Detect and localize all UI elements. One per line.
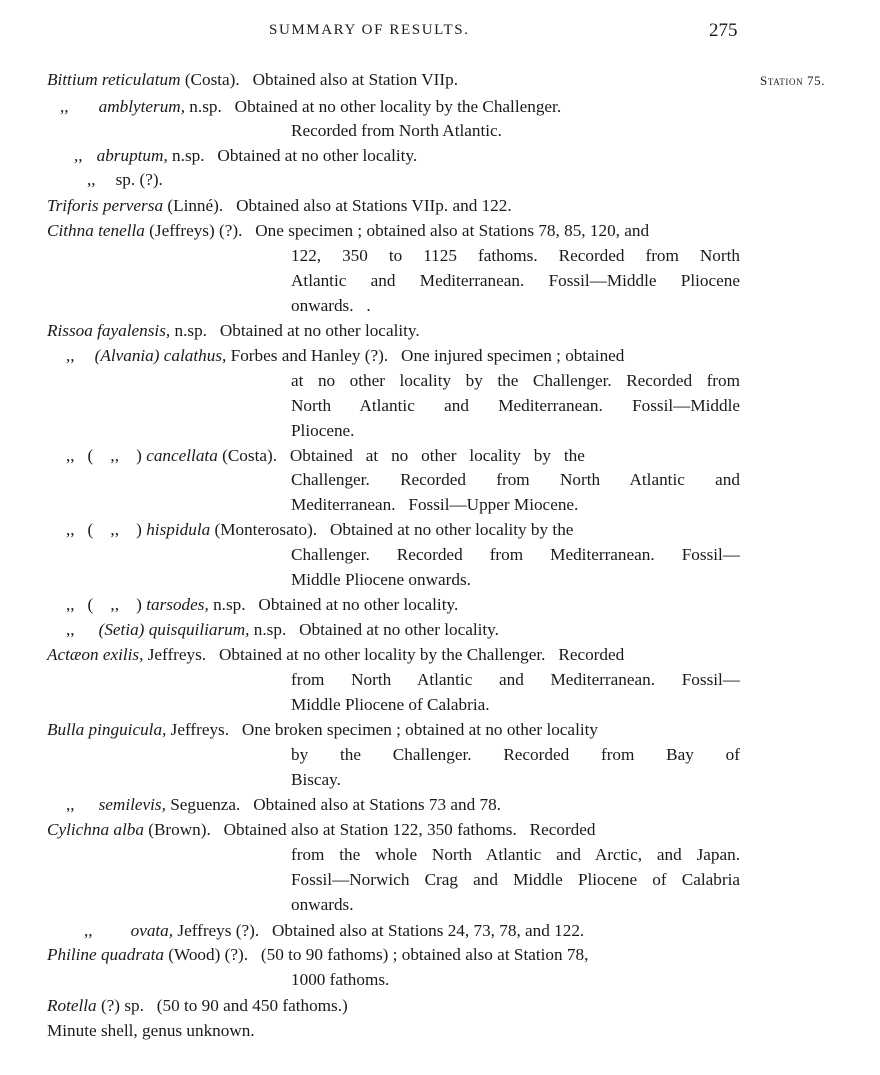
entry-continuation: at no other locality by the Challenger. Recorded from xyxy=(291,371,740,390)
entry-continuation: Challenger. Recorded from North Atlantic and xyxy=(291,470,740,489)
entry-text: (Jeffreys) (?). One specimen ; obtained also at Stations 78, 85, 120, and xyxy=(144,221,650,240)
ditto-mark: ,, ( ,, ) xyxy=(66,520,142,539)
species-name: Bittium reticulatum xyxy=(47,70,181,89)
entry-text: (Costa). Obtained also at Station VIIp. xyxy=(180,70,459,89)
entry-rissoa-fayalensis xyxy=(47,321,420,341)
entry-continuation: from North Atlantic and Mediterranean. Fossil— xyxy=(291,670,740,689)
species-name: Triforis perversa xyxy=(47,196,164,215)
entry-text: Jeffreys. Obtained at no other locality by the Challenger. Recorded xyxy=(143,645,625,664)
species-name: Cylichna alba xyxy=(47,820,144,839)
species-name: (Setia) quisquiliarum, xyxy=(98,620,250,639)
entry-continuation: Fossil—Norwich Crag and Middle Pliocene of Calabria xyxy=(291,870,740,889)
entry-text: n.sp. Obtained at no other locality. xyxy=(249,620,499,639)
entry-continuation: Pliocene. xyxy=(291,421,355,440)
species-name: Cithna tenella xyxy=(47,221,145,240)
entry-actaeon-exilis xyxy=(47,645,624,665)
ditto-mark: ,, xyxy=(60,97,69,116)
entry-continuation: onwards. xyxy=(291,895,354,914)
species-name: Bulla pinguicula, xyxy=(47,720,167,739)
entry-bulla-pinguicula xyxy=(47,720,598,740)
entry-text: Forbes and Hanley (?). One injured specimen ; obtained xyxy=(226,346,625,365)
entry-text: (Costa). Obtained at no other locality by the xyxy=(217,446,585,465)
running-head-title: SUMMARY OF RESULTS. xyxy=(269,22,470,38)
station-margin-note: Station 75. xyxy=(760,73,826,88)
species-name: abruptum, xyxy=(96,146,168,165)
species-name: Philine quadrata xyxy=(47,945,164,964)
entry-continuation: 122, 350 to 1125 fathoms. Recorded from North xyxy=(291,246,740,265)
species-name: ovata, xyxy=(130,921,174,940)
entry-abruptum xyxy=(74,146,417,166)
entry-text: Jeffreys. One broken specimen ; obtained at no other locality xyxy=(166,720,598,739)
ditto-mark: ,, xyxy=(87,170,96,189)
entry-continuation: Middle Pliocene of Calabria. xyxy=(291,695,490,714)
entry-text: (Brown). Obtained also at Station 122, 350 fathoms. Recorded xyxy=(143,820,596,839)
entry-text: n.sp. Obtained at no other locality. xyxy=(170,321,420,340)
ditto-mark: ,, ( ,, ) xyxy=(66,446,142,465)
entry-text: (Monterosato). Obtained at no other locality by the xyxy=(210,520,574,539)
entry-cancellata xyxy=(66,446,585,466)
ditto-mark: ,, xyxy=(66,795,75,814)
entry-text: n.sp. Obtained at no other locality. xyxy=(167,146,418,165)
species-name: Rotella xyxy=(47,996,97,1015)
entry-text: (Linné). Obtained also at Stations VIIp. and 122. xyxy=(163,196,512,215)
ditto-mark: ,, xyxy=(66,620,75,639)
entry-text: (Wood) (?). (50 to 90 fathoms) ; obtained also at Station 78, xyxy=(163,945,589,964)
species-name: semilevis, xyxy=(98,795,166,814)
ditto-mark: ,, xyxy=(84,921,93,940)
entry-text: Seguenza. Obtained also at Stations 73 and 78. xyxy=(165,795,501,814)
species-name: cancellata xyxy=(146,446,218,465)
species-name: tarsodes, xyxy=(146,595,209,614)
species-name: amblyterum, xyxy=(98,97,185,116)
entry-ovata xyxy=(84,921,584,941)
entry-tarsodes xyxy=(66,595,458,615)
entry-bittium-reticulatum xyxy=(47,70,458,90)
entry-continuation: Mediterranean. Fossil—Upper Miocene. xyxy=(291,495,579,514)
entry-continuation: Middle Pliocene onwards. xyxy=(291,570,471,589)
entry-hispidula xyxy=(66,520,573,540)
entry-amblyterum xyxy=(60,97,561,117)
entry-text: (?) sp. (50 to 90 and 450 fathoms.) xyxy=(96,996,348,1015)
entry-cithna-tenella xyxy=(47,221,649,241)
ditto-mark: ,, xyxy=(66,346,75,365)
entry-continuation: Atlantic and Mediterranean. Fossil—Middle Pliocene xyxy=(291,271,740,290)
entry-triforis-perversa xyxy=(47,196,512,216)
entry-continuation: Recorded from North Atlantic. xyxy=(291,121,502,140)
entry-continuation: Biscay. xyxy=(291,770,341,789)
ditto-mark: ,, ( ,, ) xyxy=(66,595,142,614)
entry-text: sp. (?). xyxy=(115,170,163,189)
entry-rotella xyxy=(47,996,348,1016)
entry-cylichna-alba xyxy=(47,820,596,840)
entry-text: n.sp. Obtained at no other locality. xyxy=(208,595,459,614)
species-name: Rissoa fayalensis, xyxy=(47,321,171,340)
entry-text: Minute shell, genus unknown. xyxy=(47,1021,255,1040)
entry-continuation: from the whole North Atlantic and Arctic, and Japan. xyxy=(291,845,740,864)
entry-minute-shell xyxy=(47,1021,255,1041)
ditto-mark: ,, xyxy=(74,146,83,165)
entry-sp xyxy=(87,170,163,190)
entry-continuation: 1000 fathoms. xyxy=(291,970,390,989)
page-number: 275 xyxy=(709,20,738,41)
entry-continuation: onwards. . xyxy=(291,296,371,315)
species-name: Actæon exilis, xyxy=(47,645,144,664)
entry-continuation: by the Challenger. Recorded from Bay of xyxy=(291,745,740,764)
entry-alvania-calathus xyxy=(66,346,624,366)
entry-text: n.sp. Obtained at no other locality by the Challenger. xyxy=(185,97,562,116)
entry-philine-quadrata xyxy=(47,945,588,965)
entry-continuation: Challenger. Recorded from Mediterranean. Fossil— xyxy=(291,545,740,564)
species-name: (Alvania) calathus, xyxy=(94,346,227,365)
entry-semilevis xyxy=(66,795,501,815)
entry-setia-quisquiliarum xyxy=(66,620,499,640)
species-name: hispidula xyxy=(146,520,211,539)
entry-text: Jeffreys (?). Obtained also at Stations 24, 73, 78, and 122. xyxy=(173,921,585,940)
entry-continuation: North Atlantic and Mediterranean. Fossil—Middle xyxy=(291,396,740,415)
